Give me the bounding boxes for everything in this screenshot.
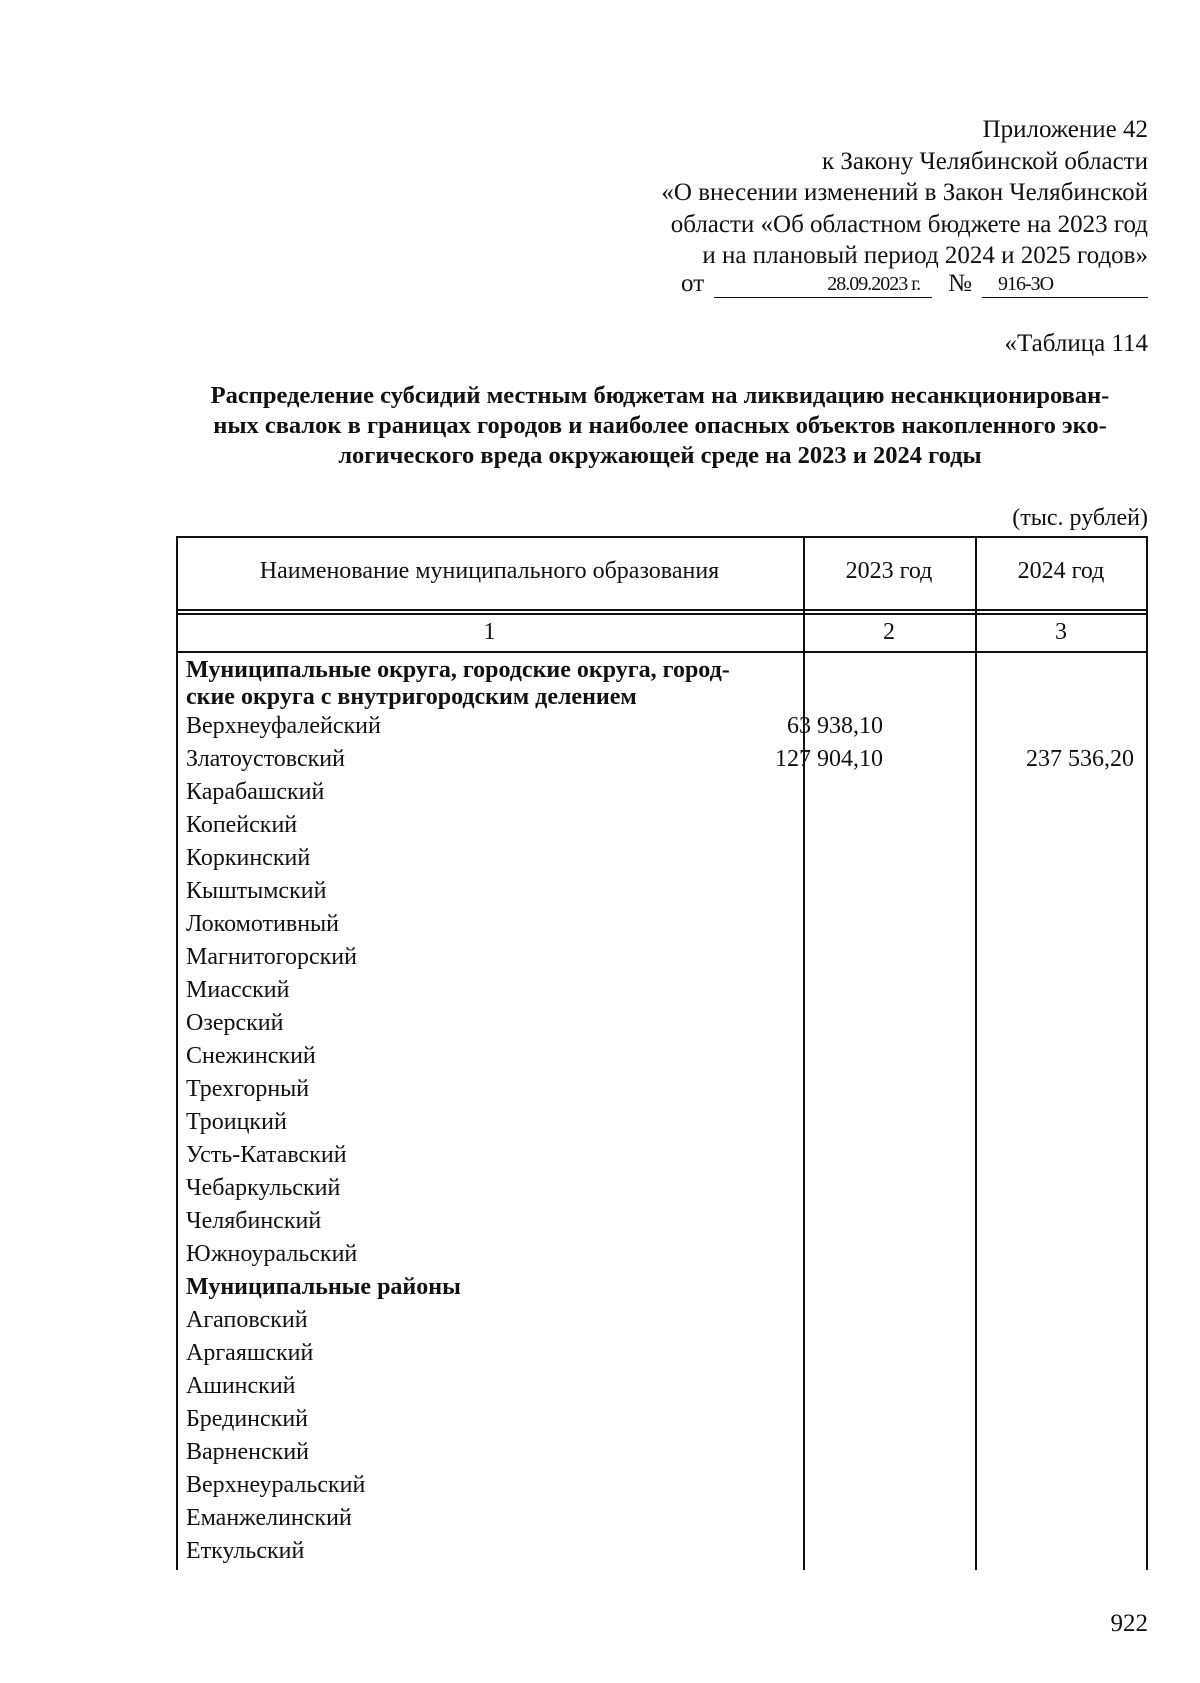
units-label: (тыс. рублей) [1012,505,1148,531]
table-row [186,1502,1146,1535]
municipality-name: Еманжелинский [186,1505,352,1531]
municipality-name: Верхнеуфалейский [186,713,381,739]
table-row [186,1304,1146,1337]
law-date: 28.09.2023 г. [714,271,932,298]
table-row [186,1040,1146,1073]
municipality-name: Озерский [186,1010,284,1036]
table-section-row [186,1271,1146,1304]
header-2024-column: 2024 год [1017,558,1105,584]
municipality-name: Усть-Катавский [186,1142,347,1168]
municipality-name: Брединский [186,1406,309,1432]
table-row [186,941,1146,974]
value-2023: 127 904,10 [775,746,883,772]
table-row [186,1106,1146,1139]
table-border-top [176,536,1148,538]
table-row [186,1403,1146,1436]
municipality-name: Муниципальные округа, городские округа, город- ские округа с внутригородским делением [186,657,730,710]
municipality-name: Южноуральский [186,1241,358,1267]
municipality-name: Миасский [186,977,290,1003]
value-2023: 63 938,10 [787,713,883,739]
municipality-name: Верхнеуральский [186,1472,366,1498]
column-number-1: 1 [483,619,496,645]
document-title [172,381,1148,471]
table-row [186,875,1146,908]
appendix-header [588,114,1148,272]
table-border-colnum-bottom [176,651,1148,653]
number-prefix: № [948,270,972,297]
municipality-name: Трехгорный [186,1076,310,1102]
table-row [186,809,1146,842]
municipality-name: Снежинский [186,1043,316,1069]
municipality-name: Челябинский [186,1208,322,1234]
law-date-number-line [681,270,1148,298]
table-row [186,1007,1146,1040]
header-line: и на плановый период 2024 и 2025 годов» [702,242,1148,269]
table-border-colnum-top [176,613,1148,615]
column-number-3: 3 [1055,619,1067,645]
table-row [186,974,1146,1007]
municipality-name: Чебаркульский [186,1175,341,1201]
column-number-2: 2 [883,619,895,645]
table-row [186,1535,1146,1568]
distribution-table [176,536,1148,1570]
table-row [186,1370,1146,1403]
municipality-name: Аргаяшский [186,1340,314,1366]
header-line: «О внесении изменений в Закон Челябинской [661,179,1148,206]
table-row [186,1337,1146,1370]
date-prefix: от [681,270,705,297]
table-row [186,743,1146,776]
law-number: 916-ЗО [982,271,1148,298]
table-reference: «Таблица 114 [1004,330,1148,357]
table-row [186,710,1146,743]
table-row [186,1172,1146,1205]
table-row [186,776,1146,809]
table-border-header-bottom [176,609,1148,611]
municipality-name: Локомотивный [186,911,340,937]
page-number: 922 [1110,1610,1148,1637]
title-line: Распределение субсидий местным бюджетам на ликвидацию несанкционирован- [210,382,1110,409]
header-line: Приложение 42 [982,116,1148,143]
municipality-name: Коркинский [186,845,311,871]
header-line: к Закону Челябинской области [822,147,1148,175]
municipality-name: Копейский [186,812,298,838]
municipality-name: Муниципальные районы [186,1274,461,1300]
table-row [186,1436,1146,1469]
table-row [186,1139,1146,1172]
table-row [186,1205,1146,1238]
header-line: области «Об областном бюджете на 2023 год [670,210,1148,238]
header-2023-column: 2023 год [845,558,933,584]
municipality-name: Еткульский [186,1538,305,1564]
table-row [186,1469,1146,1502]
header-name-column: Наименование муниципального образования [259,558,720,584]
table-row [186,1073,1146,1106]
title-line: ных свалок в границах городов и наиболее опасных объектов накопленного эко- [213,412,1107,439]
table-section-row [186,654,1146,710]
municipality-name: Карабашский [186,779,325,805]
municipality-name: Златоустовский [186,746,345,772]
municipality-name: Магнитогорский [186,944,357,970]
table-border-right [1146,536,1148,1570]
table-row [186,842,1146,875]
table-row [186,1238,1146,1271]
municipality-name: Троицкий [186,1109,287,1135]
title-line: логического вреда окружающей среде на 2023 и 2024 годы [338,442,982,469]
value-2024: 237 536,20 [1026,746,1134,772]
table-body [186,654,1146,1568]
table-border-left [176,536,178,1570]
municipality-name: Агаповский [186,1307,308,1333]
municipality-name: Варненский [186,1439,309,1465]
table-row [186,908,1146,941]
municipality-name: Кыштымский [186,878,327,904]
municipality-name: Ашинский [186,1373,296,1399]
